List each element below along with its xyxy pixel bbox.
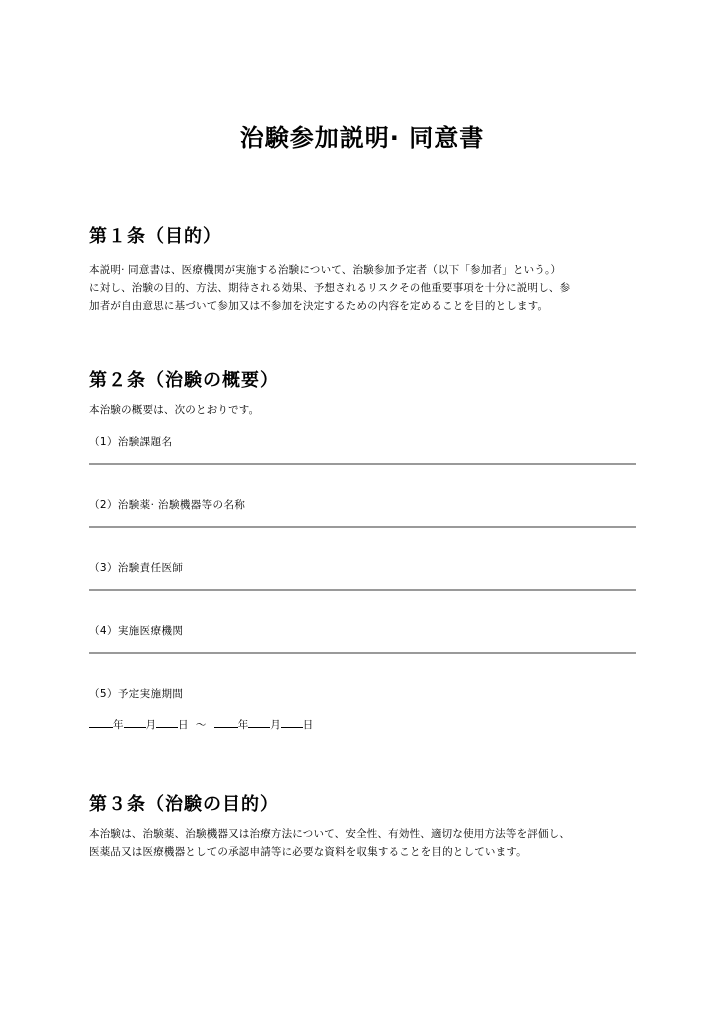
article-1-line: 加者が自由意思に基づいて参加又は不参加を決定するための内容を定めることを目的とします。	[89, 300, 549, 312]
article-1-heading: 第１条（目的）	[89, 226, 222, 247]
start-month-blank[interactable]	[124, 716, 146, 728]
overview-item-drug-name: （2）治験薬· 治験機器等の名称	[89, 499, 246, 511]
article-1-line: 本説明· 同意書は、医療機関が実施する治験について、治験参加予定者（以下「参加者」という。）	[89, 264, 562, 276]
end-year-blank[interactable]	[214, 716, 238, 728]
overview-item-institution: （4）実施医療機関	[89, 625, 184, 637]
start-day-label: 日	[178, 719, 189, 731]
end-day-label: 日	[302, 719, 314, 731]
investigator-entry-line[interactable]	[89, 589, 636, 591]
start-day-blank[interactable]	[156, 716, 178, 728]
article-2-intro: 本治験の概要は、次のとおりです。	[89, 404, 260, 416]
period-fields	[89, 716, 313, 732]
overview-item-period: （5）予定実施期間	[89, 688, 184, 700]
end-month-blank[interactable]	[248, 716, 270, 728]
institution-entry-line[interactable]	[89, 652, 636, 654]
article-1-line: に対し、治験の目的、方法、期待される効果、予想されるリスクその他重要事項を十分に説明し、参	[89, 282, 571, 294]
article-3-line: 医薬品又は医療機器としての承認申請等に必要な資料を収集することを目的としています。	[89, 846, 527, 858]
end-day-blank[interactable]	[281, 716, 303, 728]
start-month-label: 月	[145, 719, 156, 731]
drug-name-entry-line[interactable]	[89, 526, 636, 528]
title-entry-line[interactable]	[89, 463, 636, 465]
start-year-blank[interactable]	[89, 716, 113, 728]
article-1-body	[89, 261, 641, 315]
article-3-line: 本治験は、治験薬、治験機器又は治療方法について、安全性、有効性、適切な使用方法等を評価し、	[89, 828, 571, 840]
document-title: 治験参加説明· 同意書	[239, 124, 485, 152]
start-year-label: 年	[113, 719, 124, 731]
article-3-heading: 第３条（治験の目的）	[89, 794, 279, 815]
article-3-body	[89, 825, 641, 861]
overview-item-title: （1）治験課題名	[89, 436, 173, 448]
article-2-heading: 第２条（治験の概要）	[89, 370, 279, 391]
end-month-label: 月	[270, 719, 281, 731]
period-separator: ～	[195, 719, 207, 731]
end-year-label: 年	[237, 719, 249, 731]
overview-item-investigator: （3）治験責任医師	[89, 562, 184, 574]
